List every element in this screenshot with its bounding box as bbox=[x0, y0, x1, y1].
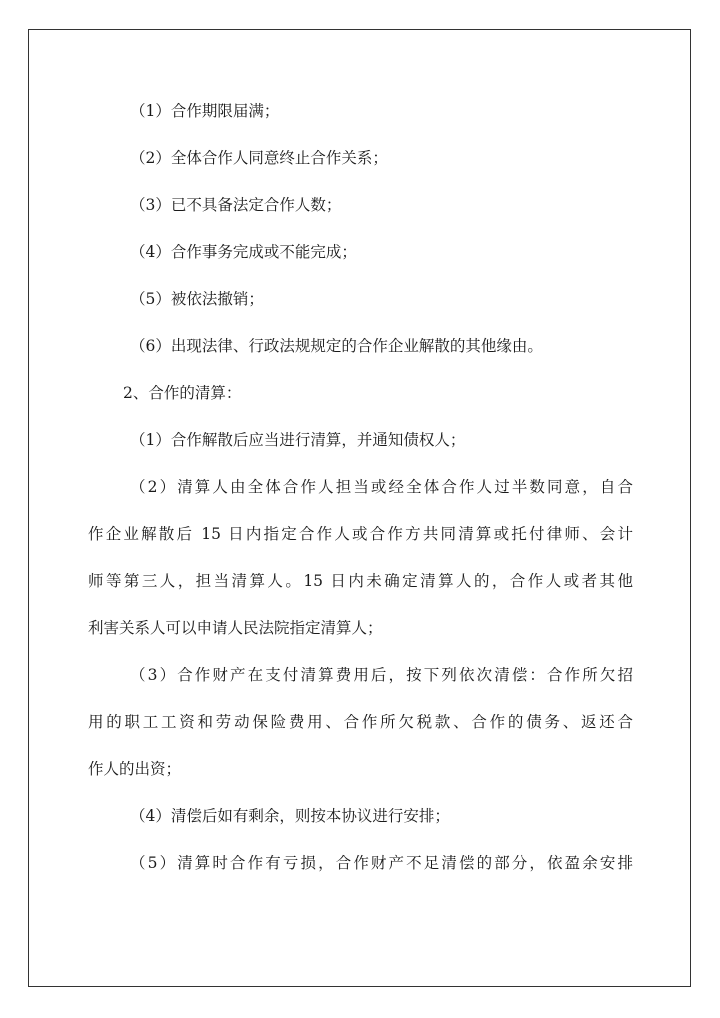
paragraph-line: 用的职工工资和劳动保险费用、合作所欠税款、合作的债务、返还合 bbox=[88, 713, 633, 731]
paragraph-line: （3）已不具备法定合作人数； bbox=[130, 196, 342, 214]
paragraph-line: （2）全体合作人同意终止合作关系； bbox=[130, 149, 388, 167]
paragraph-line: （4）合作事务完成或不能完成； bbox=[130, 243, 357, 261]
paragraph-line: （3）合作财产在支付清算费用后，按下列依次清偿：合作所欠招 bbox=[130, 666, 633, 684]
paragraph-line: （1）合作解散后应当进行清算，并通知债权人； bbox=[130, 431, 466, 449]
paragraph-line: （1）合作期限届满； bbox=[130, 102, 280, 120]
paragraph-line: （4）清偿后如有剩余，则按本协议进行安排； bbox=[130, 807, 450, 825]
paragraph-line: （5）清算时合作有亏损，合作财产不足清偿的部分，依盈余安排 bbox=[130, 854, 633, 872]
paragraph-line: 作人的出资； bbox=[88, 760, 182, 778]
paragraph-line: （2）清算人由全体合作人担当或经全体合作人过半数同意，自合 bbox=[130, 478, 633, 496]
paragraph-line: （5）被依法撤销； bbox=[130, 290, 264, 308]
paragraph-line: 作企业解散后 15 日内指定合作人或合作方共同清算或托付律师、会计 bbox=[88, 525, 633, 543]
document-body bbox=[88, 88, 633, 887]
section-heading: 2、合作的清算： bbox=[123, 384, 242, 402]
paragraph-line: （6）出现法律、行政法规规定的合作企业解散的其他缘由。 bbox=[130, 337, 543, 355]
paragraph-line: 利害关系人可以申请人民法院指定清算人； bbox=[88, 619, 383, 637]
paragraph-line: 师等第三人，担当清算人。15 日内未确定清算人的，合作人或者其他 bbox=[88, 572, 633, 590]
